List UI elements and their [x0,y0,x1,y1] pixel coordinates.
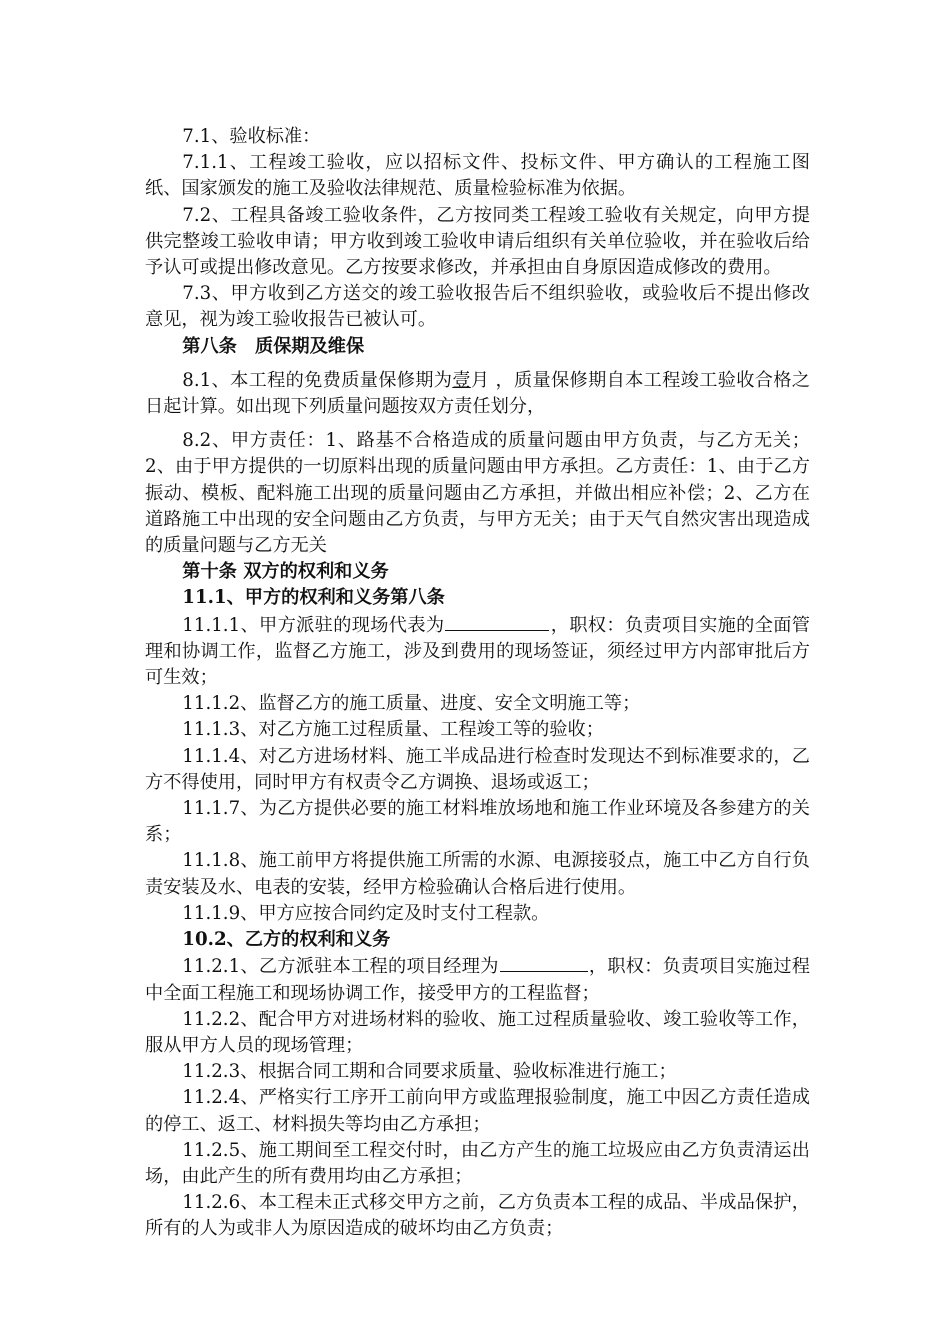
clause-11-1-7: 11.1.7、为乙方提供必要的施工材料堆放场地和施工作业环境及各参建方的关系； [145,798,810,846]
section-10-2-heading: 10.2、乙方的权利和义务 [182,929,391,951]
article-10-heading: 第十条 双方的权利和义务 [182,561,389,583]
clause-8-1-text-b: 月 ，质量保修期自本工程竣工验收合格之日起计算。如出现下列质量问题按双方责任划分， [145,369,810,418]
clause-8-2: 8.2、甲方责任：1、路基不合格造成的质量问题由甲方负责，与乙方无关；2、由于甲方提供的一切原料出现的质量问题由甲方承担。乙方责任：1、由于乙方振动、模板、配料施工出现的质量问题由乙方承担，并做出相应补偿；2、乙方在道路施工中出现的安全问题由乙方负责，与甲方无关；由于天气自然灾害出现造成的质量问题与乙方无关 [145,430,810,557]
clause-7-3: 7.3、甲方收到乙方送交的竣工验收报告后不组织验收，或验收后不提出修改意见，视为竣工验收报告已被认可。 [145,283,810,331]
clause-11-1-1-text-a: 11.1.1、甲方派驻的现场代表为 [182,614,445,636]
clause-7-1: 7.1、验收标准： [182,126,321,147]
clause-11-1-9: 11.1.9、甲方应按合同约定及时支付工程款。 [182,902,550,924]
clause-11-1-1-text-b: ，职权：负责项目实施的全面管理和协调工作，监督乙方施工，涉及到费用的现场签证，须经过甲方内部审批后方可生效； [145,614,810,689]
clause-11-1-1 [145,612,810,692]
clause-11-2-4: 11.2.4、严格实行工序开工前向甲方或监理报验制度，施工中因乙方责任造成的停工、返工、材料损失等均由乙方承担； [145,1087,810,1135]
site-representative-blank [445,612,549,631]
clause-11-2-6: 11.2.6、本工程未正式移交甲方之前，乙方负责本工程的成品、半成品保护，所有的人为或非人为原因造成的破坏均由乙方负责； [145,1192,810,1240]
document-body [145,124,810,1243]
clause-11-1-3: 11.1.3、对乙方施工过程质量、工程竣工等的验收； [182,719,604,741]
clause-11-2-1 [145,953,810,1006]
clause-11-1-2: 11.1.2、监督乙方的施工质量、进度、安全文明施工等； [182,693,641,715]
clause-7-1-1: 7.1.1、工程竣工验收，应以招标文件、投标文件、甲方确认的工程施工图纸、国家颁发的施工及验收法律规范、质量检验标准为依据。 [145,152,810,200]
section-11-1-heading: 11.1、甲方的权利和义务第八条 [182,587,445,609]
clause-8-1-text-a: 8.1、本工程的免费质量保修期为 [182,369,453,391]
clause-11-1-8: 11.1.8、施工前甲方将提供施工所需的水源、电源接驳点，施工中乙方自行负责安装及水、电表的安装，经甲方检验确认合格后进行使用。 [145,850,810,898]
clause-11-2-1-text-b: ，职权：负责项目实施过程中全面工程施工和现场协调工作，接受甲方的工程监督； [145,956,810,1004]
clause-11-2-5: 11.2.5、施工期间至工程交付时，由乙方产生的施工垃圾应由乙方负责清运出场，由此产生的所有费用均由乙方承担； [145,1139,810,1187]
clause-11-2-2: 11.2.2、配合甲方对进场材料的验收、施工过程质量验收、竣工验收等工作，服从甲方人员的现场管理； [145,1008,810,1056]
clause-8-1 [145,368,810,420]
clause-11-1-4: 11.1.4、对乙方进场材料、施工半成品进行检查时发现达不到标准要求的，乙方不得使用，同时甲方有权责令乙方调换、退场或返工； [145,745,810,793]
warranty-period-value: 壹 [452,369,471,391]
article-8-heading: 第八条 质保期及维保 [182,335,365,357]
clause-11-2-3: 11.2.3、根据合同工期和合同要求质量、验收标准进行施工； [182,1061,677,1083]
clause-7-2: 7.2、工程具备竣工验收条件，乙方按同类工程竣工验收有关规定，向甲方提供完整竣工验收申请；甲方收到竣工验收申请后组织有关单位验收，并在验收后给予认可或提出修改意见。乙方按要求修改，并承担由自身原因造成修改的费用。 [145,204,810,279]
project-manager-blank [500,953,588,972]
clause-11-2-1-text-a: 11.2.1、乙方派驻本工程的项目经理为 [182,956,499,978]
